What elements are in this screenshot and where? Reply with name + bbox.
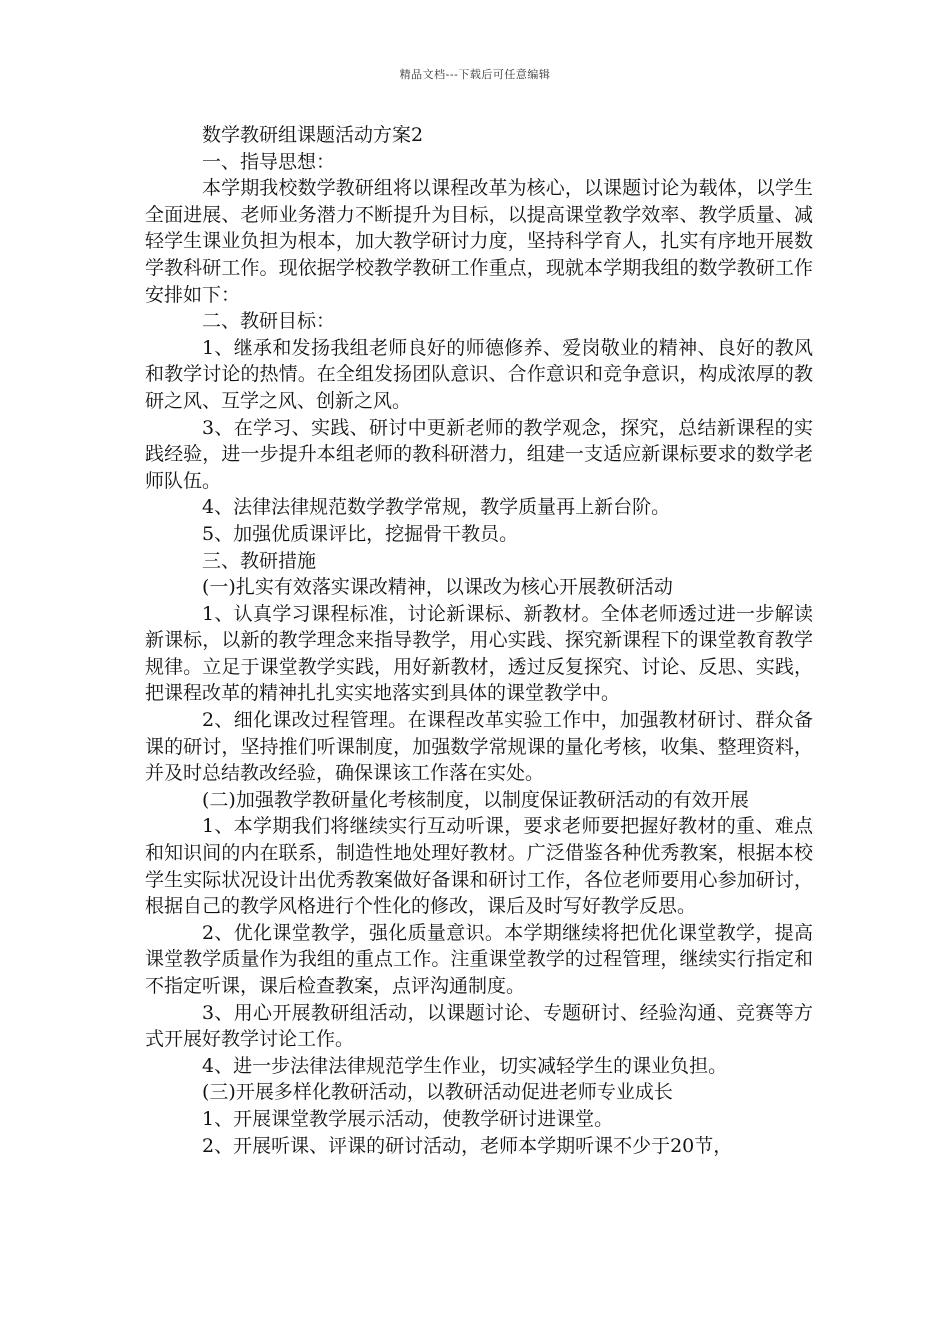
paragraph: 5、加强优质课评比，挖掘骨干教员。 xyxy=(202,522,519,545)
page-header: 精品文档---下载后可任意编辑 xyxy=(399,68,551,81)
paragraph: 1、继承和发扬我组老师良好的师德修养、爱岗敬业的精神、良好的教风和教学讨论的热情。在全组发扬团队意识、合作意识和竞争意识，构成浓厚的教研之风、互学之风、创新之风。 xyxy=(145,336,813,412)
paragraph: 4、进一步法律法律规范学生作业，切实减轻学生的课业负担。 xyxy=(202,1054,728,1077)
paragraph: 3、用心开展教研组活动，以课题讨论、专题研讨、经验沟通、竞赛等方式开展好教学讨论工作。 xyxy=(145,1001,813,1051)
paragraph: 2、细化课改过程管理。在课程改革实验工作中，加强教材研讨、群众备课的研讨，坚持推们听课制度，加强数学常规课的量化考核，收集、整理资料，并及时总结教改经验，确保课该工作落在实处。 xyxy=(145,709,813,785)
paragraph: (一)扎实有效落实课改精神，以课改为核心开展教研活动 xyxy=(202,576,673,599)
paragraph: (三)开展多样化教研活动，以教研活动促进老师专业成长 xyxy=(202,1081,673,1104)
paragraph: 3、在学习、实践、研讨中更新老师的教学观念，探究，总结新课程的实践经验，进一步提升本组老师的教科研潜力，组建一支适应新课标要求的数学老师队伍。 xyxy=(145,416,813,492)
paragraph: 1、认真学习课程标准，讨论新课标、新教材。全体老师透过进一步解读新课标，以新的教学理念来指导教学，用心实践、探究新课程下的课堂教育教学规律。立足于课堂教学实践，用好新教材，透过反复探究、讨论、反思、实践，把课程改革的精神扎扎实实地落实到具体的课堂教学中。 xyxy=(145,602,813,705)
paragraph: (二)加强教学教研量化考核制度，以制度保证教研活动的有效开展 xyxy=(202,788,749,811)
paragraph: 二、教研目标： xyxy=(202,310,336,333)
paragraph: 一、指导思想： xyxy=(202,150,336,173)
paragraph: 4、法律法律规范数学教学常规，教学质量再上新台阶。 xyxy=(202,496,671,519)
paragraph: 本学期我校数学教研组将以课程改革为核心，以课题讨论为载体，以学生全面进展、老师业务潜力不断提升为目标，以提高课堂教学效率、教学质量、减轻学生课业负担为根本，加大教学研讨力度，坚持科学育人，扎实有序地开展数学教科研工作。现依据学校教学教研工作重点，现就本学期我组的数学教研工作安排如下： xyxy=(145,177,813,306)
paragraph: 1、开展课堂教学展示活动，使教学研讨进课堂。 xyxy=(202,1107,614,1130)
document-body xyxy=(145,122,813,1159)
paragraph: 2、优化课堂教学，强化质量意识。本学期继续将把优化课堂教学，提高课堂教学质量作为我组的重点工作。注重课堂教学的过程管理，继续实行指定和不指定听课，课后检查教案，点评沟通制度。 xyxy=(145,921,813,997)
document-title: 数学教研组课题活动方案2 xyxy=(202,124,424,146)
paragraph: 1、本学期我们将继续实行互动听课，要求老师要把握好教材的重、难点和知识间的内在联系，制造性地处理好教材。广泛借鉴各种优秀教案，根据本校学生实际状况设计出优秀教案做好备课和研讨工作，各位老师要用心参加研讨，根据自己的教学风格进行个性化的修改，课后及时写好教学反思。 xyxy=(145,815,813,918)
paragraph: 2、开展听课、评课的研讨活动，老师本学期听课不少于20节， xyxy=(202,1134,733,1157)
paragraph: 三、教研措施 xyxy=(202,549,317,572)
